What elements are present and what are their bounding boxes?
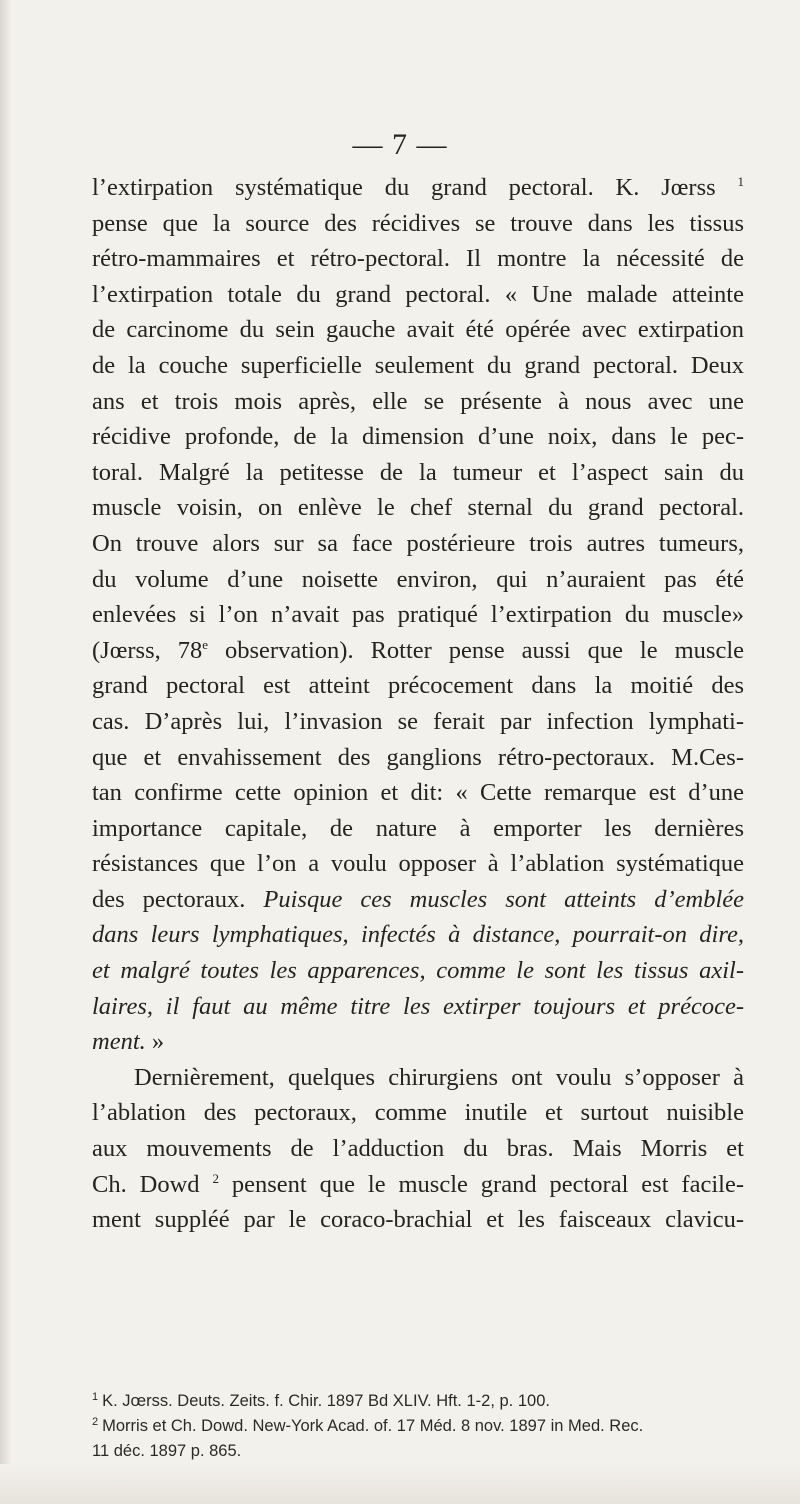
- text-line: muscle voisin, on enlève le chef sternal du grand pectoral.: [92, 494, 744, 522]
- page-edge: [0, 0, 12, 1504]
- text-line: On trouve alors sur sa face postérieure trois autres tumeurs,: [92, 529, 744, 557]
- text-line: ment. »: [92, 1028, 165, 1056]
- footnote: $^1$ K. Jœrss. Deuts. Zeits. f. Chir. 1897 Bd XLIV. Hft. 1-2, p. 100.: [92, 1391, 550, 1410]
- text-line: l’extirpation systématique du grand pectoral. K. Jœrss $^1$: [92, 174, 744, 201]
- text-line: importance capitale, de nature à emporter les dernières: [92, 814, 744, 842]
- body-text: [92, 170, 744, 1238]
- text-line-italic: et malgré toutes les apparences, comme le sont les tissus axil-: [92, 957, 744, 985]
- text-line: toral. Malgré la petitesse de la tumeur et l’aspect sain du: [92, 458, 744, 486]
- text-line: récidive profonde, de la dimension d’une noix, dans le pec-: [92, 423, 744, 451]
- text-line: que et envahissement des ganglions rétro-pectoraux. M.Ces-: [92, 743, 744, 771]
- text-line-italic: laires, il faut au même titre les extirper toujours et précoce-: [92, 992, 744, 1020]
- page-number: — 7 —: [352, 128, 448, 161]
- text-line: du volume d’une noisette environ, qui n’auraient pas été: [92, 565, 744, 593]
- text-line: (Jœrss, 78e observation). Rotter pense aussi que le muscle: [92, 636, 744, 664]
- text-line: pense que la source des récidives se trouve dans les tissus: [92, 209, 744, 237]
- text-line-italic: dans leurs lymphatiques, infectés à distance, pourrait-on dire,: [92, 921, 744, 949]
- text-line: enlevées si l’on n’avait pas pratiqué l’extirpation du muscle»: [92, 601, 744, 629]
- text-line: cas. D’après lui, l’invasion se ferait par infection lymphati-: [92, 707, 744, 735]
- text-line: ment suppléé par le coraco-brachial et les faisceaux clavicu-: [92, 1206, 744, 1234]
- text-line: l’extirpation totale du grand pectoral. « Une malade atteinte: [92, 280, 744, 308]
- text-line: résistances que l’on a voulu opposer à l’ablation systématique: [92, 850, 744, 878]
- text-line: Ch. Dowd $^2$ pensent que le muscle grand pectoral est facile-: [92, 1170, 744, 1198]
- text-line: aux mouvements de l’adduction du bras. Mais Morris et: [92, 1135, 744, 1163]
- paragraph-start: Dernièrement, quelques chirurgiens ont voulu s’opposer à: [134, 1063, 744, 1091]
- text-line: tan confirme cette opinion et dit: « Cette remarque est d’une: [92, 779, 744, 807]
- text-line: ans et trois mois après, elle se présente à nous avec une: [92, 387, 744, 415]
- footnote: $^2$ Morris et Ch. Dowd. New-York Acad. of. 17 Méd. 8 nov. 1897 in Med. Rec.: [92, 1416, 644, 1435]
- text-line: grand pectoral est atteint précocement dans la moitié des: [92, 672, 744, 700]
- text-line: des pectoraux. Puisque ces muscles sont atteints d’emblée: [92, 885, 744, 913]
- footnotes: [92, 1389, 744, 1464]
- page-bottom-shadow: [0, 1464, 800, 1504]
- text-line: rétro-mammaires et rétro-pectoral. Il montre la nécessité de: [92, 245, 744, 273]
- text-line: de carcinome du sein gauche avait été opérée avec extirpation: [92, 316, 744, 344]
- text-line: l’ablation des pectoraux, comme inutile et surtout nuisible: [92, 1099, 744, 1127]
- text-line: de la couche superficielle seulement du grand pectoral. Deux: [92, 351, 744, 379]
- footnote-continuation: 11 déc. 1897 p. 865.: [92, 1442, 242, 1460]
